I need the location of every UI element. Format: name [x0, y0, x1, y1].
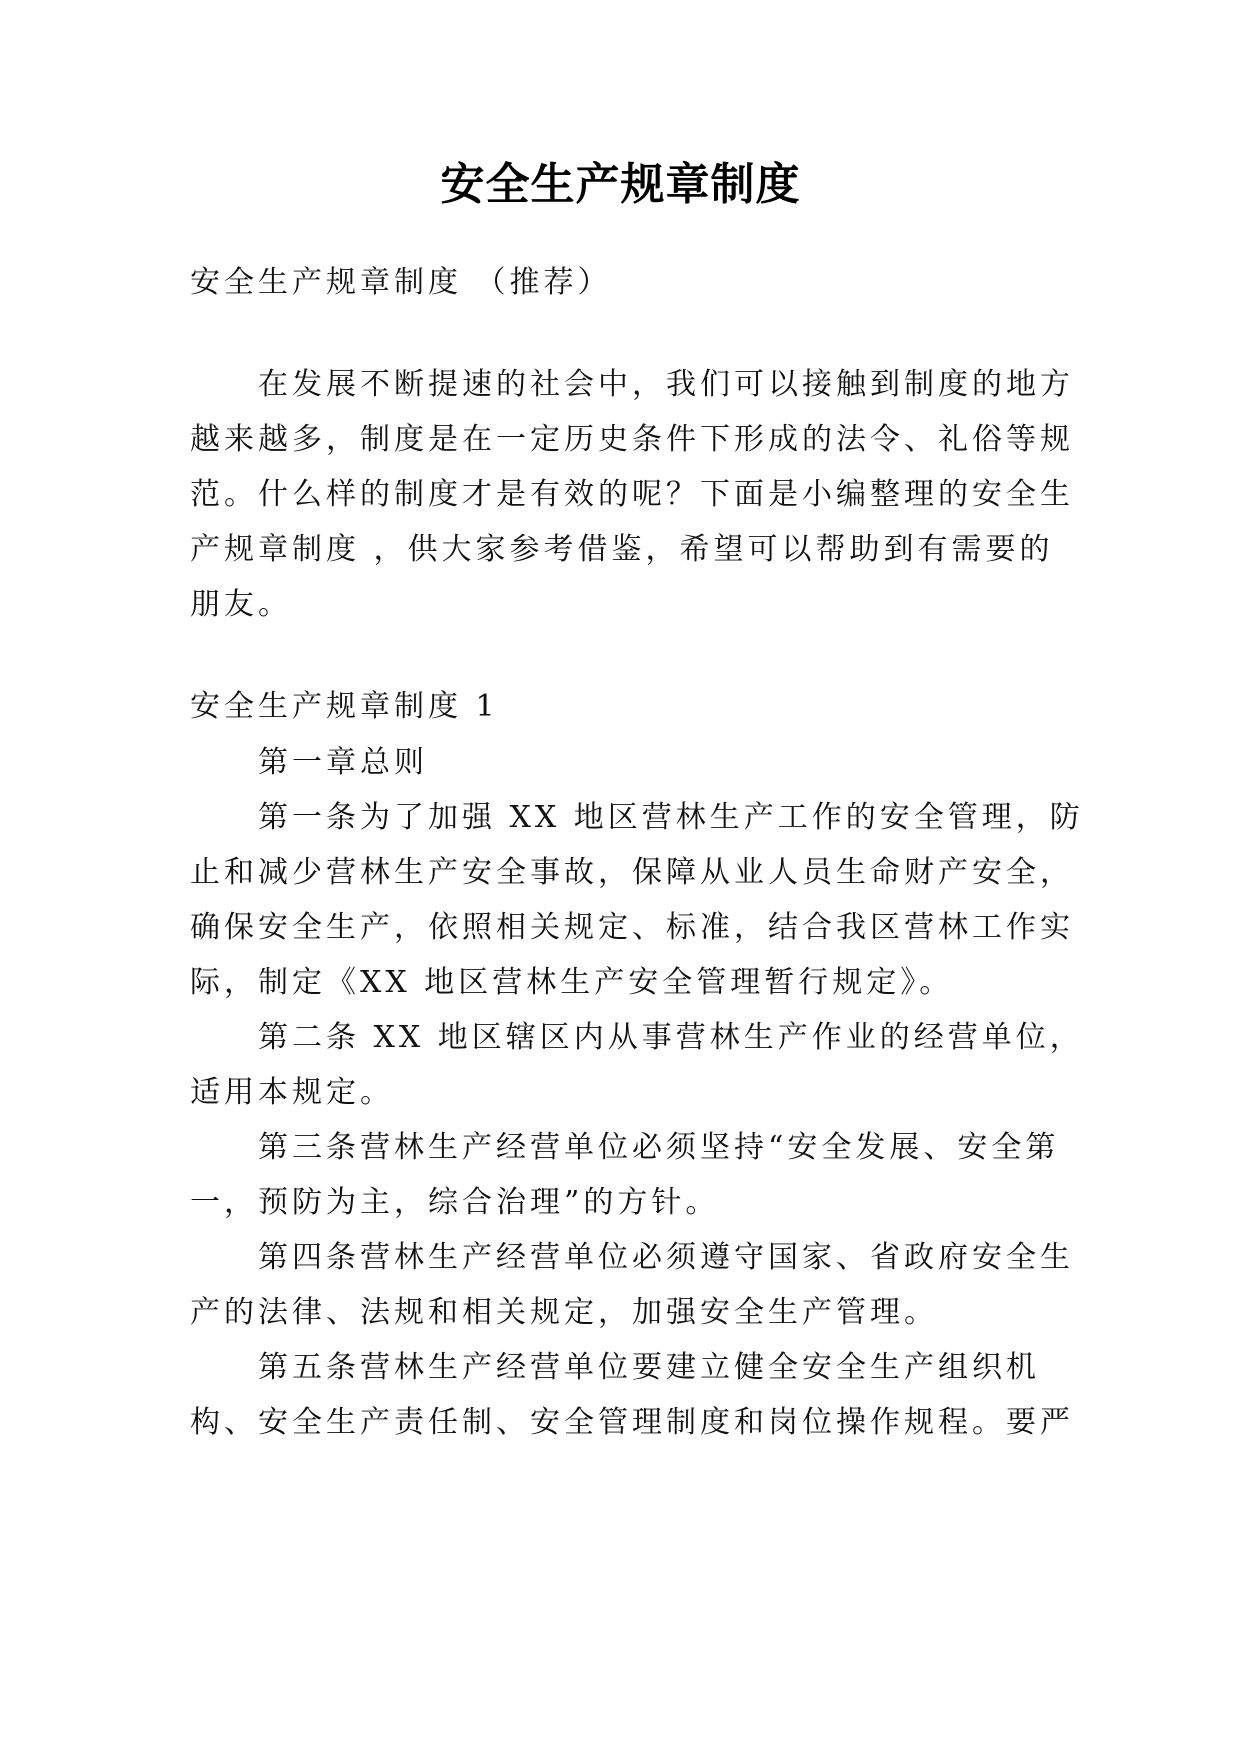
article-1-line: 际，制定《XX 地区营林生产安全管理暂行规定》。 [190, 965, 954, 1000]
intro-line: 朋友。 [190, 587, 292, 622]
intro-line: 范。什么样的制度才是有效的呢？下面是小编整理的安全生 [190, 477, 1074, 512]
article-3-line: 一，预防为主，综合治理”的方针。 [190, 1185, 720, 1220]
chapter-title: 第一章总则 [258, 745, 428, 780]
document-title: 安全生产规章制度 [440, 159, 801, 210]
article-1-line: 第一条为了加强 XX 地区营林生产工作的安全管理，防 [258, 800, 1084, 835]
section-title: 安全生产规章制度 1 [190, 689, 499, 724]
article-2-line: 第二条 XX 地区辖区内从事营林生产作业的经营单位， [258, 1020, 1084, 1055]
intro-line: 在发展不断提速的社会中，我们可以接触到制度的地方 [258, 367, 1074, 402]
article-5-line: 第五条营林生产经营单位要建立健全安全生产组织机 [258, 1350, 1040, 1385]
article-1-line: 止和减少营林生产安全事故，保障从业人员生命财产安全， [190, 855, 1074, 890]
intro-line: 产规章制度 ，供大家参考借鉴，希望可以帮助到有需要的 [190, 532, 1054, 567]
article-4-line: 产的法律、法规和相关规定，加强安全生产管理。 [190, 1295, 938, 1330]
intro-line: 越来越多，制度是在一定历史条件下形成的法令、礼俗等规 [190, 422, 1074, 457]
article-5-line: 构、安全生产责任制、安全管理制度和岗位操作规程。要严 [190, 1405, 1074, 1440]
article-1-line: 确保安全生产，依照相关规定、标准，结合我区营林工作实 [190, 910, 1074, 945]
document-subtitle: 安全生产规章制度 （推荐） [190, 265, 612, 300]
article-3-line: 第三条营林生产经营单位必须坚持“安全发展、安全第 [258, 1130, 1060, 1165]
article-2-line: 适用本规定。 [190, 1075, 394, 1110]
article-4-line: 第四条营林生产经营单位必须遵守国家、省政府安全生 [258, 1240, 1074, 1275]
